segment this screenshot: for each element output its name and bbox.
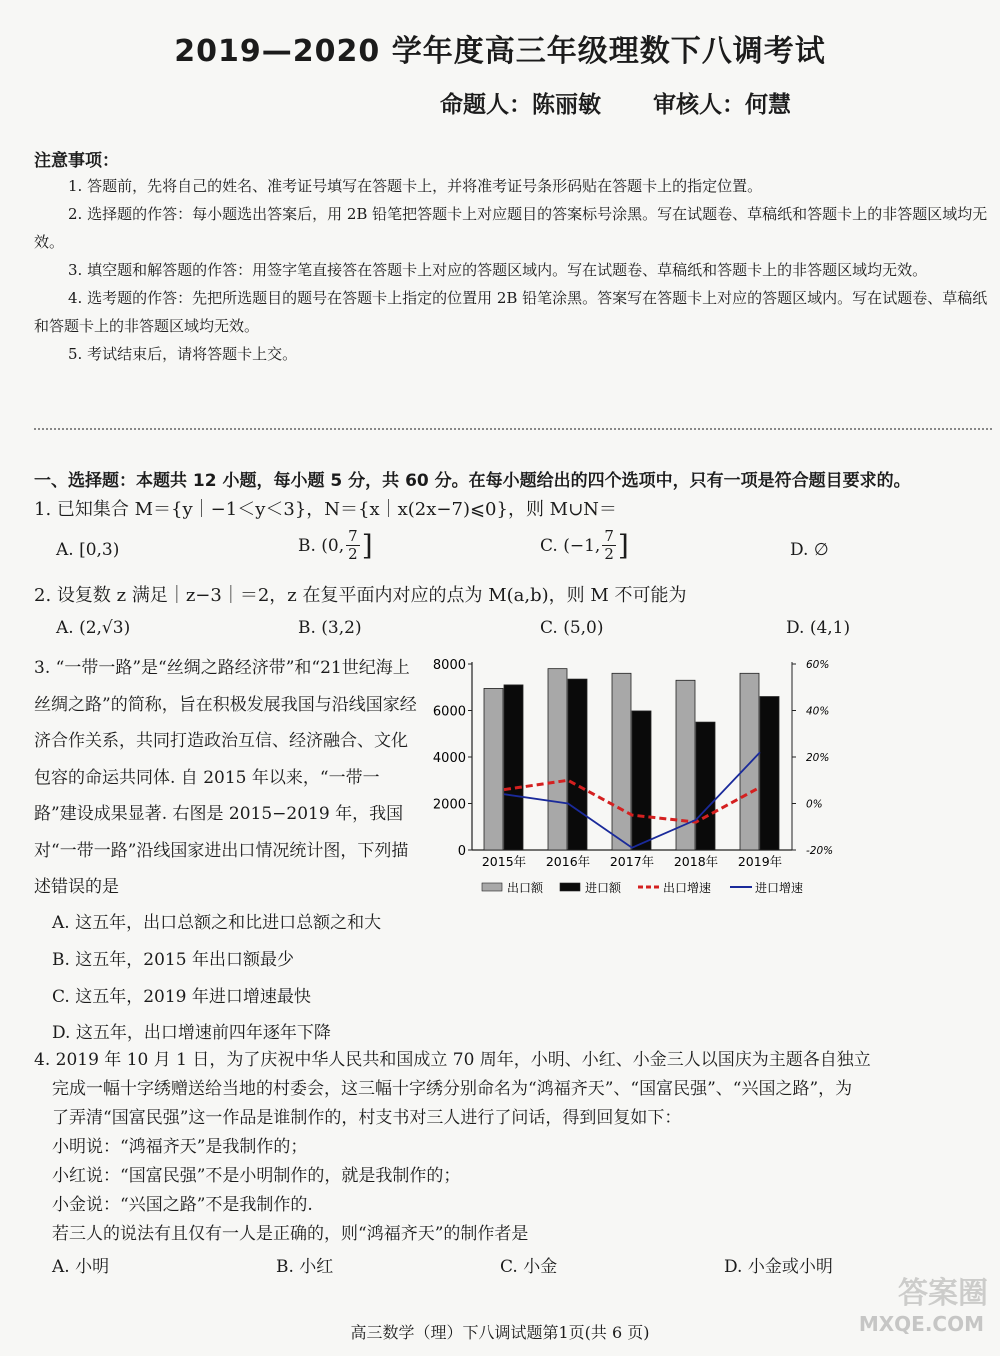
- q2-option-b: B. (3,2): [298, 618, 362, 638]
- right-tick-label: -20%: [806, 845, 834, 857]
- q1-b-bracket: ]: [361, 529, 373, 562]
- q1-option-a: A. [0,3): [56, 540, 120, 560]
- x-tick-label: 2016年: [545, 854, 591, 869]
- bar-import: [504, 685, 523, 850]
- notice-item: 3. 填空题和解答题的作答：用签字笔直接答在答题卡上对应的答题区域内。写在试题卷、草稿纸和答题卡上的非答题区域均无效。: [68, 261, 928, 279]
- q1-b-prefix: B. (0,: [298, 535, 345, 556]
- fraction-numerator: 7: [348, 527, 358, 545]
- right-tick-label: 20%: [806, 752, 830, 764]
- q2-option-d: D. (4,1): [786, 618, 851, 638]
- x-tick-label: 2015年: [481, 854, 527, 869]
- fraction-numerator: 7: [604, 527, 614, 545]
- q4-option-d: D. 小金或小明: [724, 1257, 833, 1277]
- bar-export: [740, 673, 759, 850]
- bar-export: [484, 688, 503, 850]
- q4-line: 了弄清“国富民强”这一作品是谁制作的，村支书对三人进行了问话，得到回复如下：: [52, 1108, 682, 1128]
- bar-export: [548, 669, 567, 850]
- left-tick-label: 8000: [432, 658, 466, 673]
- divider: [34, 428, 992, 430]
- left-tick-label: 2000: [432, 797, 466, 813]
- right-tick-label: 0%: [806, 798, 823, 811]
- q2-option-a: A. (2,√3): [56, 618, 131, 638]
- q3-stem: 3. “一带一路”是“丝绸之路经济带”和“21世纪海上丝绸之路”的简称，旨在积极发展我国与沿线国家经济合作关系，共同打造政治互信、经济融合、文化包容的命运共同体. 自 2015 年以来，“一带一路”建设成果显著. 右图是 2015−2019 年，我国对“一带一路”沿线国家进出口情况统计图，下列描述错误的是: [34, 658, 417, 897]
- notice-list: [34, 172, 992, 368]
- x-tick-label: 2019年: [737, 854, 783, 869]
- q1-option-b: [298, 528, 373, 563]
- x-tick-label: 2017年: [609, 854, 655, 869]
- legend-swatch: [560, 883, 580, 891]
- left-tick-label: 6000: [432, 704, 466, 720]
- notice-item: 4. 选考题的作答：先把所选题目的题号在答题卡上指定的位置用 2B 铅笔涂黑。答案写在答题卡上对应的答题区域内。写在试题卷、草稿纸和答题卡上的非答题区域均无效。: [34, 289, 988, 335]
- q1-c-prefix: C. (−1,: [540, 535, 601, 556]
- q4-option-c: C. 小金: [500, 1257, 558, 1277]
- fraction-denominator: 2: [348, 545, 358, 563]
- notice-heading: 注意事项：: [34, 151, 119, 171]
- q4-option-b: B. 小红: [276, 1257, 334, 1277]
- left-tick-label: 0: [457, 844, 466, 859]
- notice-item: 2. 选择题的作答：每小题选出答案后，用 2B 铅笔把答题卡上对应题目的答案标号涂黑。写在试题卷、草稿纸和答题卡上的非答题区域均无效。: [34, 205, 988, 251]
- q4-line: 4. 2019 年 10 月 1 日，为了庆祝中华人民共和国成立 70 周年，小明、小红、小金三人以国庆为主题各自独立: [34, 1050, 871, 1070]
- bar-import: [696, 722, 715, 850]
- q1-stem: 1. 已知集合 M＝{y｜−1＜y＜3}，N＝{x｜x(2x−7)⩽0}，则 M∪N＝: [34, 499, 617, 520]
- bar-import: [632, 711, 651, 850]
- q4-line: 小金说：“兴国之路”不是我制作的.: [52, 1195, 313, 1215]
- section-heading: 一、选择题：本题共 12 小题，每小题 5 分，共 60 分。在每小题给出的四个选项中，只有一项是符合题目要求的。: [34, 471, 911, 491]
- notice-item: 5. 考试结束后，请将答题卡上交。: [68, 345, 298, 363]
- q4-option-a: A. 小明: [52, 1257, 110, 1277]
- q3-option-d: D. 这五年，出口增速前四年逐年下降: [52, 1023, 331, 1043]
- q3-option-a: A. 这五年，出口总额之和比进口总额之和大: [52, 913, 382, 933]
- q2-option-c: C. (5,0): [540, 618, 604, 638]
- q4-block: [34, 1046, 934, 1249]
- legend-label: 出口增速: [663, 881, 712, 895]
- fraction: [346, 528, 360, 563]
- page-footer: 高三数学（理）下八调试题第1页(共 6 页): [350, 1323, 650, 1342]
- q1-c-bracket: ]: [617, 529, 629, 562]
- bar-import: [760, 697, 779, 850]
- bar-import: [568, 679, 587, 850]
- fraction-denominator: 2: [604, 545, 614, 563]
- left-tick-label: 4000: [432, 751, 466, 766]
- q4-line: 小明说：“鸿福齐天”是我制作的；: [52, 1137, 308, 1157]
- author-name: 命题人：陈丽敏: [440, 92, 601, 118]
- q4-line: 完成一幅十字绣赠送给当地的村委会，这三幅十字绣分别命名为“鸿福齐天”、“国富民强”、“兴国之路”，为: [52, 1079, 853, 1099]
- legend-label: 出口额: [507, 881, 544, 895]
- watermark-url: MXQE.COM: [858, 1312, 984, 1336]
- author-line: [440, 86, 791, 119]
- x-tick-label: 2018年: [673, 854, 719, 869]
- q1-option-c: [540, 528, 629, 563]
- q4-line: 小红说：“国富民强”不是小明制作的，就是我制作的；: [52, 1166, 461, 1186]
- page-title: 2019—2020 学年度高三年级理数下八调考试: [174, 34, 826, 69]
- right-tick-label: 40%: [806, 705, 830, 718]
- q4-line: 若三人的说法有且仅有一人是正确的，则“鸿福齐天”的制作者是: [52, 1224, 529, 1244]
- legend-swatch: [482, 883, 502, 891]
- q3-option-b: B. 这五年，2015 年出口额最少: [52, 950, 294, 970]
- reviewer-name: 审核人：何慧: [653, 92, 792, 118]
- legend-label: 进口额: [585, 881, 622, 895]
- q3-option-c: C. 这五年，2019 年进口增速最快: [52, 987, 311, 1007]
- fraction: [602, 528, 616, 563]
- q1-option-d: D. ∅: [790, 540, 829, 560]
- watermark-text: 答案圈: [898, 1276, 988, 1311]
- right-tick-label: 60%: [806, 659, 830, 671]
- notice-item: 1. 答题前，先将自己的姓名、准考证号填写在答题卡上，并将准考证号条形码贴在答题卡上的指定位置。: [68, 177, 763, 195]
- watermark-logo: [818, 1268, 988, 1348]
- q2-stem: 2. 设复数 z 满足｜z−3｜＝2，z 在复平面内对应的点为 M(a,b)，则 M 不可能为: [34, 585, 687, 606]
- trade-chart: [430, 650, 834, 905]
- bar-export: [612, 673, 631, 850]
- legend-label: 进口增速: [755, 881, 804, 895]
